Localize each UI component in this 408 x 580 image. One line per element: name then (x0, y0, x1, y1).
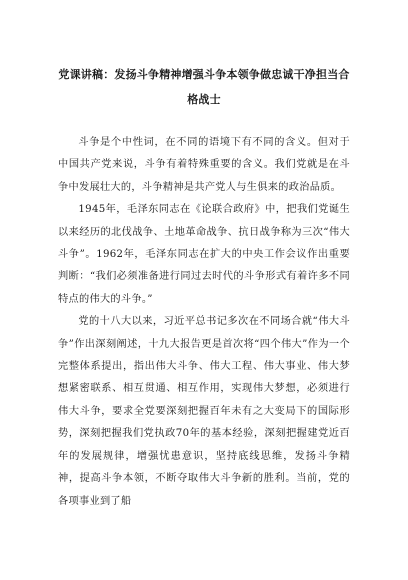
paragraph: 1945年，毛泽东同志在《论联合政府》中，把我们党诞生以来经历的北伐战争、土地革命战争、抗日战争称为三次“伟大斗争”。1962年，毛泽东同志在扩大的中央工作会议作出重要判断：“我们必须准备进行同过去时代的斗争形式有着许多不同特点的伟大的斗争。” (58, 204, 350, 305)
paragraph: 党的十八大以来，习近平总书记多次在不同场合就“伟大斗争”作出深刻阐述，十九大报告更是首次将“四个伟大”作为一个完整体系提出，指出伟大斗争、伟大工程、伟大事业、伟大梦想紧密联系、相互贯通、相互作用，实现伟大梦想，必须进行伟大斗争，要求全党要深刻把握百年未有之大变局下的国际形势，深刻把握我们党执政70年的基本经验，深刻把握建党近百年的发展规律，增强忧患意识，坚持底线思维，发扬斗争精神，提高斗争本领，不断夺取伟大斗争新的胜利。当前，党的各项事业到了船 (58, 316, 350, 507)
document-body (58, 132, 350, 513)
document-title: 党课讲稿：发扬斗争精神增强斗争本领争做忠诚干净担当合格战士 (58, 68, 350, 106)
paragraph: 斗争是个中性词，在不同的语境下有不同的含义。但对于中国共产党来说，斗争有着特殊重要的含义。我们党就是在斗争中发展壮大的，斗争精神是共产党人与生俱来的政治品质。 (58, 137, 350, 193)
